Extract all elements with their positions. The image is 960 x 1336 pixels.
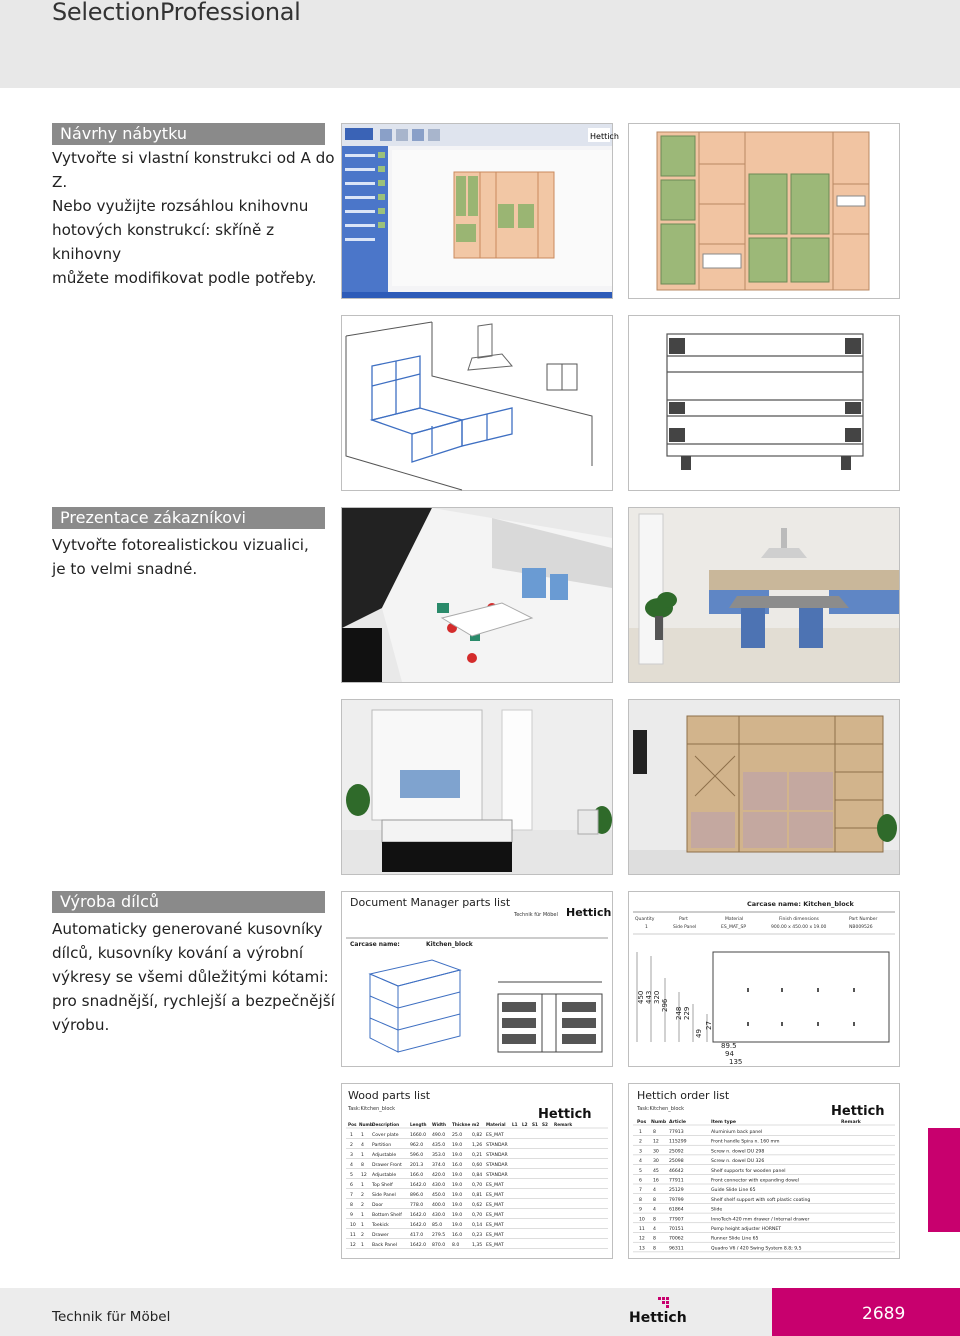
section-heading-presentation: Prezentace zákazníkovi xyxy=(52,507,325,529)
table-cell: 12 xyxy=(653,1139,659,1145)
table-cell: 96311 xyxy=(669,1246,684,1252)
table-cell: 70151 xyxy=(669,1227,684,1232)
svg-text:Hettich: Hettich xyxy=(538,1107,592,1122)
table-cell: Cover plate xyxy=(372,1133,399,1138)
table-cell: 9 xyxy=(639,1207,642,1213)
table-cell: 0,82 xyxy=(472,1133,483,1138)
table-cell: 25.0 xyxy=(452,1133,463,1138)
table-cell: 8 xyxy=(361,1163,364,1168)
drawing-col: Finish dimensions xyxy=(779,917,819,922)
table-cell: Top Shelf xyxy=(372,1183,393,1188)
table-cell: Pomp height adjuster HORNET xyxy=(711,1227,782,1232)
table-cell: Pos xyxy=(348,1122,357,1127)
table-cell: Pos xyxy=(637,1120,647,1125)
table-cell: 3 xyxy=(639,1149,642,1155)
table-cell: STANDAR xyxy=(486,1143,508,1148)
table-cell: 19.0 xyxy=(452,1203,463,1208)
text-line: můžete modifikovat podle potřeby. xyxy=(52,269,317,287)
text-line: dílců, kusovníky kování a výrobní xyxy=(52,944,304,962)
drawing-val: 900.00 x 450.00 x 19.00 xyxy=(771,925,827,930)
table-cell: 4 xyxy=(361,1143,364,1148)
text-line: hotových konstrukcí: skříně z knihovny xyxy=(52,221,275,263)
table-cell: 6 xyxy=(350,1183,353,1188)
office-render xyxy=(341,507,613,683)
table-cell: 19.0 xyxy=(452,1153,463,1158)
table-cell: L2 xyxy=(522,1122,528,1127)
table-cell: 8 xyxy=(653,1217,656,1223)
table-cell: 7 xyxy=(350,1193,353,1198)
table-cell: 8 xyxy=(653,1197,656,1203)
dimension-label: 443 xyxy=(645,990,653,1004)
table-cell: ES_MAT xyxy=(486,1243,504,1248)
table-cell: 8 xyxy=(350,1203,353,1208)
table-cell: 0,14 xyxy=(472,1223,483,1228)
table-cell: 10 xyxy=(639,1217,645,1223)
table-cell: ES_MAT xyxy=(486,1133,504,1138)
table-cell: 19.0 xyxy=(452,1143,463,1148)
table-cell: 778.0 xyxy=(410,1203,424,1208)
table-cell: Adjustable xyxy=(372,1153,397,1158)
table-cell: 8 xyxy=(653,1246,656,1252)
table-cell: Material xyxy=(486,1122,506,1127)
table-cell: STANDAR xyxy=(486,1153,508,1158)
table-cell: InnoTech-420 mm drawer / Internal drawer xyxy=(711,1217,810,1223)
text-line: je to velmi snadné. xyxy=(52,560,198,578)
table-cell: Drawer xyxy=(372,1233,389,1238)
table-cell: Remark xyxy=(554,1122,573,1127)
table-cell: 430.0 xyxy=(432,1183,446,1188)
table-cell: 45 xyxy=(653,1168,659,1174)
table-cell: 0,60 xyxy=(472,1163,483,1168)
section-text-presentation xyxy=(52,533,337,581)
table-cell: 1 xyxy=(350,1133,353,1138)
dimension-label: 27 xyxy=(705,1021,713,1030)
table-cell: 70062 xyxy=(669,1236,684,1242)
svg-text:Hettich: Hettich xyxy=(590,132,619,141)
text-line: výrobu. xyxy=(52,1016,110,1034)
dimension-label: 135 xyxy=(729,1058,743,1066)
drawing-val: Side Panel xyxy=(673,925,697,930)
table-cell: 5 xyxy=(350,1173,353,1178)
table-cell: 16 xyxy=(653,1178,659,1184)
cabinet-render xyxy=(628,699,900,875)
table-cell: 0,70 xyxy=(472,1213,483,1218)
table-cell: Drawer Front xyxy=(372,1163,402,1168)
table-cell: 13 xyxy=(639,1246,645,1252)
table-cell: m2 xyxy=(472,1122,480,1127)
table-cell: 450.0 xyxy=(432,1193,446,1198)
table-cell: 79799 xyxy=(669,1197,684,1203)
side-panel-drawing xyxy=(628,891,900,1067)
parts-list-title: Document Manager parts list xyxy=(350,896,511,909)
order-list-title: Hettich order list xyxy=(637,1089,730,1102)
section-heading-production: Výroba dílců xyxy=(52,891,325,913)
table-cell: Screw n. dowel DU 298 xyxy=(711,1149,765,1155)
table-cell: L1 xyxy=(512,1122,518,1127)
table-cell: 61864 xyxy=(669,1207,684,1213)
table-cell: S1 xyxy=(532,1122,538,1127)
wood-parts-list-thumbnail xyxy=(341,1083,613,1259)
cabinet-front-view xyxy=(628,123,900,299)
table-cell: Back Panel xyxy=(372,1243,398,1248)
table-cell: 46642 xyxy=(669,1168,684,1174)
table-cell: 77911 xyxy=(669,1178,684,1184)
table-cell: 115299 xyxy=(669,1139,687,1145)
table-cell: 77913 xyxy=(669,1130,684,1135)
table-cell: 1 xyxy=(361,1133,364,1138)
table-cell: Numb xyxy=(359,1122,373,1127)
drawer-unit-drawing xyxy=(628,315,900,491)
table-cell: 962.0 xyxy=(410,1143,424,1148)
table-cell: 1660.0 xyxy=(410,1133,427,1138)
table-cell: 353.0 xyxy=(432,1153,446,1158)
drawing-col: Part xyxy=(679,917,688,922)
table-cell: Numb xyxy=(651,1120,667,1125)
table-cell: 11 xyxy=(350,1233,356,1238)
table-cell: ES_MAT xyxy=(486,1183,504,1188)
table-cell: 16.0 xyxy=(452,1233,463,1238)
table-cell: 1,35 xyxy=(472,1243,483,1248)
text-line: Nebo využijte rozsáhlou knihovnu xyxy=(52,197,309,215)
table-cell: 12 xyxy=(639,1236,645,1242)
drawing-title: Carcase name: Kitchen_block xyxy=(747,900,854,908)
table-cell: 19.0 xyxy=(452,1193,463,1198)
table-cell: ES_MAT xyxy=(486,1213,504,1218)
drawing-val: ES_MAT_SP xyxy=(721,925,747,930)
table-cell: Runner Slide Line 65 xyxy=(711,1236,759,1242)
dimension-label: 296 xyxy=(661,998,669,1012)
table-cell: 1 xyxy=(361,1183,364,1188)
software-screenshot xyxy=(341,123,619,299)
table-cell: Bottom Shelf xyxy=(372,1213,402,1218)
bathroom-render xyxy=(341,699,613,875)
table-cell: 2 xyxy=(361,1193,364,1198)
table-cell: S2 xyxy=(542,1122,548,1127)
table-cell: 417.0 xyxy=(410,1233,424,1238)
table-cell: 1642.0 xyxy=(410,1243,427,1248)
table-cell: 2 xyxy=(361,1203,364,1208)
dimension-label: 320 xyxy=(653,990,661,1004)
section-heading-design: Návrhy nábytku xyxy=(52,123,325,145)
section-text-production xyxy=(52,917,337,1037)
table-cell: 1642.0 xyxy=(410,1223,427,1228)
table-cell: 0,81 xyxy=(472,1193,483,1198)
table-cell: 2 xyxy=(350,1143,353,1148)
footer-tagline: Technik für Möbel xyxy=(52,1309,171,1325)
table-cell: 896.0 xyxy=(410,1193,424,1198)
text-line: pro snadnější, rychlejší a bezpečnější xyxy=(52,992,335,1010)
table-cell: 1 xyxy=(361,1223,364,1228)
table-cell: Quadro V6 / 420 Swing System 8.8; 9,5 xyxy=(711,1246,802,1252)
table-cell: Aluminium back panel xyxy=(711,1130,763,1135)
table-cell: Partition xyxy=(372,1143,392,1148)
table-cell: 10 xyxy=(350,1223,356,1228)
hettich-order-list-thumbnail xyxy=(628,1083,900,1259)
table-cell: 420.0 xyxy=(432,1173,446,1178)
dimension-label: 89.5 xyxy=(721,1042,737,1050)
table-cell: Door xyxy=(372,1203,384,1208)
table-cell: Toekick xyxy=(372,1223,389,1228)
table-cell: 435.0 xyxy=(432,1143,446,1148)
table-cell: 1642.0 xyxy=(410,1183,427,1188)
table-cell: 1 xyxy=(639,1130,642,1135)
table-cell: 374.0 xyxy=(432,1163,446,1168)
table-cell: 3 xyxy=(350,1153,353,1158)
table-cell: 400.0 xyxy=(432,1203,446,1208)
table-cell: 8 xyxy=(653,1130,656,1135)
table-cell: 1 xyxy=(361,1213,364,1218)
dimension-label: 229 xyxy=(683,1006,691,1020)
table-cell: 30 xyxy=(653,1149,659,1155)
svg-text:Hettich: Hettich xyxy=(831,1104,885,1119)
table-cell: 25092 xyxy=(669,1149,684,1155)
table-cell: 85.0 xyxy=(432,1223,443,1228)
wood-list-task: Task:Kitchen_block xyxy=(348,1106,396,1112)
table-cell: Remark xyxy=(841,1120,861,1125)
table-cell: 8 xyxy=(653,1236,656,1242)
table-cell: 16.0 xyxy=(452,1163,463,1168)
dimension-label: 94 xyxy=(725,1050,734,1058)
side-accent-tab xyxy=(928,1128,960,1232)
dimension-label: 450 xyxy=(637,990,645,1004)
table-cell: Front connector with expanding dowel xyxy=(711,1178,799,1184)
table-cell: 0,21 xyxy=(472,1153,483,1158)
table-cell: 19.0 xyxy=(452,1183,463,1188)
table-cell: 4 xyxy=(350,1163,353,1168)
table-cell: ES_MAT xyxy=(486,1223,504,1228)
table-cell: 5 xyxy=(639,1168,642,1174)
kitchen-render xyxy=(628,507,900,683)
table-cell: 870.0 xyxy=(432,1243,446,1248)
table-cell: 1 xyxy=(361,1243,364,1248)
table-cell: 490.0 xyxy=(432,1133,446,1138)
table-cell: Thickne xyxy=(452,1122,471,1127)
drawing-col: Material xyxy=(725,917,744,922)
drawing-val: 1 xyxy=(645,925,648,930)
kitchen-wireframe xyxy=(341,315,613,491)
table-cell: Adjustable xyxy=(372,1173,397,1178)
page-title: SelectionProfessional xyxy=(52,0,301,26)
table-cell: Description xyxy=(372,1122,400,1127)
parts-list-case-label: Carcase name: xyxy=(350,941,400,948)
text-line: Vytvořte si vlastní konstrukci od A do Z. xyxy=(52,149,335,191)
table-cell: 1 xyxy=(361,1153,364,1158)
table-cell: 25098 xyxy=(669,1159,684,1165)
drawing-col: Part Number xyxy=(849,917,878,922)
table-cell: 2 xyxy=(639,1139,642,1145)
table-cell: 0,84 xyxy=(472,1173,483,1178)
page-number: 2689 xyxy=(862,1304,906,1324)
table-cell: 9 xyxy=(350,1213,353,1218)
dimension-label: 49 xyxy=(695,1029,703,1038)
table-cell: 0,23 xyxy=(472,1233,483,1238)
table-cell: 11 xyxy=(639,1227,645,1232)
svg-text:Hettich: Hettich xyxy=(566,906,612,919)
table-cell: ES_MAT xyxy=(486,1233,504,1238)
table-cell: 19.0 xyxy=(452,1213,463,1218)
svg-text:Hettich: Hettich xyxy=(629,1310,687,1326)
table-cell: STANDAR xyxy=(486,1173,508,1178)
table-cell: 430.0 xyxy=(432,1213,446,1218)
table-cell: 77907 xyxy=(669,1217,684,1223)
table-cell: Front handle Spira n. 160 mm xyxy=(711,1139,780,1145)
drawing-val: NB009526 xyxy=(849,925,873,930)
table-cell: 8 xyxy=(639,1197,642,1203)
table-cell: Slide xyxy=(711,1207,723,1213)
table-cell: 2 xyxy=(361,1233,364,1238)
table-cell: Article xyxy=(669,1120,687,1125)
table-cell: Shelf shelf support with soft plastic coating xyxy=(711,1197,811,1203)
table-cell: 4 xyxy=(653,1227,656,1232)
parts-list-case-value: Kitchen_block xyxy=(426,941,473,948)
table-cell: Guide Slide Line 65 xyxy=(711,1188,756,1194)
drawing-col: Quantity xyxy=(635,917,655,922)
parts-list-thumbnail xyxy=(341,891,613,1067)
order-list-task: Task:Kitchen_block xyxy=(637,1106,685,1112)
table-cell: 166.0 xyxy=(410,1173,424,1178)
parts-list-subtitle: Technik für Möbel xyxy=(514,912,558,918)
table-cell: 25129 xyxy=(669,1188,684,1194)
table-cell: 19.0 xyxy=(452,1223,463,1228)
table-cell: 4 xyxy=(653,1207,656,1213)
table-cell: Side Panel xyxy=(372,1193,396,1198)
table-cell: 7 xyxy=(639,1188,642,1194)
table-cell: 201.3 xyxy=(410,1163,424,1168)
table-cell: Length xyxy=(410,1122,427,1127)
table-cell: 596.0 xyxy=(410,1153,424,1158)
wood-list-title: Wood parts list xyxy=(348,1089,431,1102)
table-cell: 8.0 xyxy=(452,1243,460,1248)
table-cell: Width xyxy=(432,1122,447,1127)
table-cell: 19.0 xyxy=(452,1173,463,1178)
table-cell: 279.5 xyxy=(432,1233,446,1238)
dimension-label: 248 xyxy=(675,1006,683,1020)
text-line: Automaticky generované kusovníky xyxy=(52,920,323,938)
table-cell: 1642.0 xyxy=(410,1213,427,1218)
table-cell: 0,62 xyxy=(472,1203,483,1208)
section-text-design xyxy=(52,146,337,290)
table-cell: 12 xyxy=(361,1173,367,1178)
table-cell: 4 xyxy=(639,1159,642,1165)
table-cell: 0,70 xyxy=(472,1183,483,1188)
table-cell: 30 xyxy=(653,1159,659,1165)
hettich-logo xyxy=(628,1296,687,1326)
table-cell: ES_MAT xyxy=(486,1193,504,1198)
table-cell: STANDAR xyxy=(486,1163,508,1168)
text-line: výkresy se všemi důležitými kótami: xyxy=(52,968,329,986)
table-cell: Item type xyxy=(711,1120,737,1125)
table-cell: 4 xyxy=(653,1188,656,1194)
text-line: Vytvořte fotorealistickou vizualici, xyxy=(52,536,309,554)
table-cell: 6 xyxy=(639,1178,642,1184)
table-cell: Screw n. dowel DU 326 xyxy=(711,1159,765,1165)
table-cell: Shelf supports for wooden panel xyxy=(711,1168,786,1174)
table-cell: 12 xyxy=(350,1243,356,1248)
table-cell: 1,26 xyxy=(472,1143,483,1148)
table-cell: ES_MAT xyxy=(486,1203,504,1208)
